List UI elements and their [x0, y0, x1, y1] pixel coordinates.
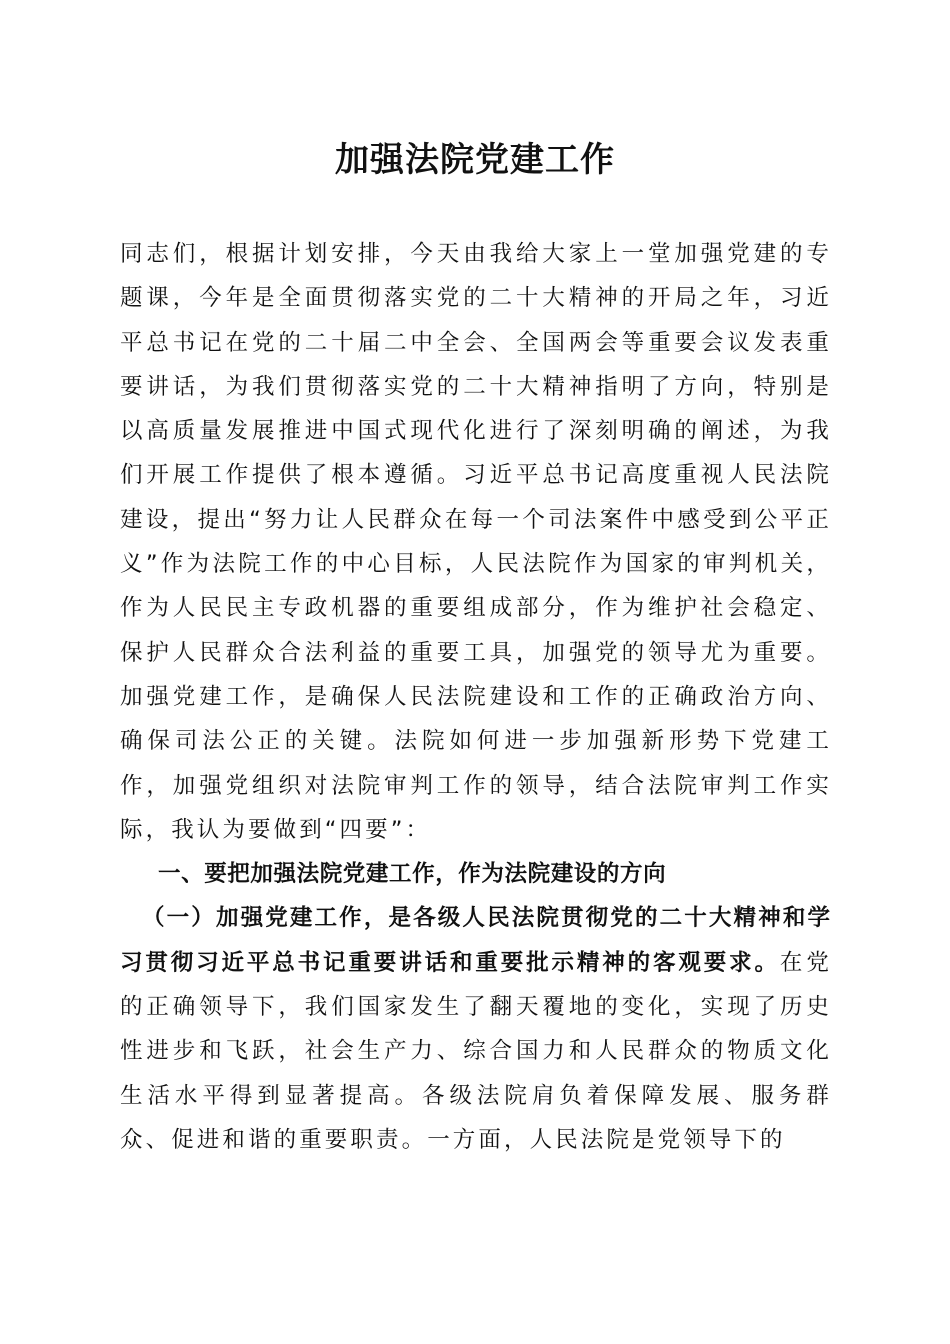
document-body	[120, 232, 832, 1162]
intro-paragraph: 同志们，根据计划安排，今天由我给大家上一堂加强党建的专题课，今年是全面贯彻落实党的二十大精神的开局之年，习近平总书记在党的二十届二中全会、全国两会等重要会议发表重要讲话，为我们贯彻落实党的二十大精神指明了方向，特别是以高质量发展推进中国式现代化进行了深刻明确的阐述，为我们开展工作提供了根本遵循。习近平总书记高度重视人民法院建设，提出“努力让人民群众在每一个司法案件中感受到公平正义”作为法院工作的中心目标，人民法院作为国家的审判机关，作为人民民主专政机器的重要组成部分，作为维护社会稳定、保护人民群众合法利益的重要工具，加强党的领导尤为重要。加强党建工作，是确保人民法院建设和工作的正确政治方向、确保司法公正的关键。法院如何进一步加强新形势下党建工作，加强党组织对法院审判工作的领导，结合法院审判工作实际，我认为要做到“四要”：	[120, 241, 832, 843]
section-1-heading: 一、要把加强法院党建工作，作为法院建设的方向	[158, 861, 667, 888]
subsection-1-paragraph	[120, 896, 832, 1162]
document-title: 加强法院党建工作	[335, 140, 615, 180]
subsection-1-body: 在党的正确领导下，我们国家发生了翻天覆地的变化，实现了历史性进步和飞跃，社会生产力、综合国力和人民群众的物质文化生活水平得到显著提高。各级法院肩负着保障发展、服务群众、促进和谐的重要职责。一方面，人民法院是党领导下的	[120, 949, 832, 1153]
subsection-1-lead: （一）加强党建工作，是各级人民法院贯彻党的二十大精神和学习贯彻习近平总书记重要讲话和重要批示精神的客观要求。	[120, 905, 832, 976]
